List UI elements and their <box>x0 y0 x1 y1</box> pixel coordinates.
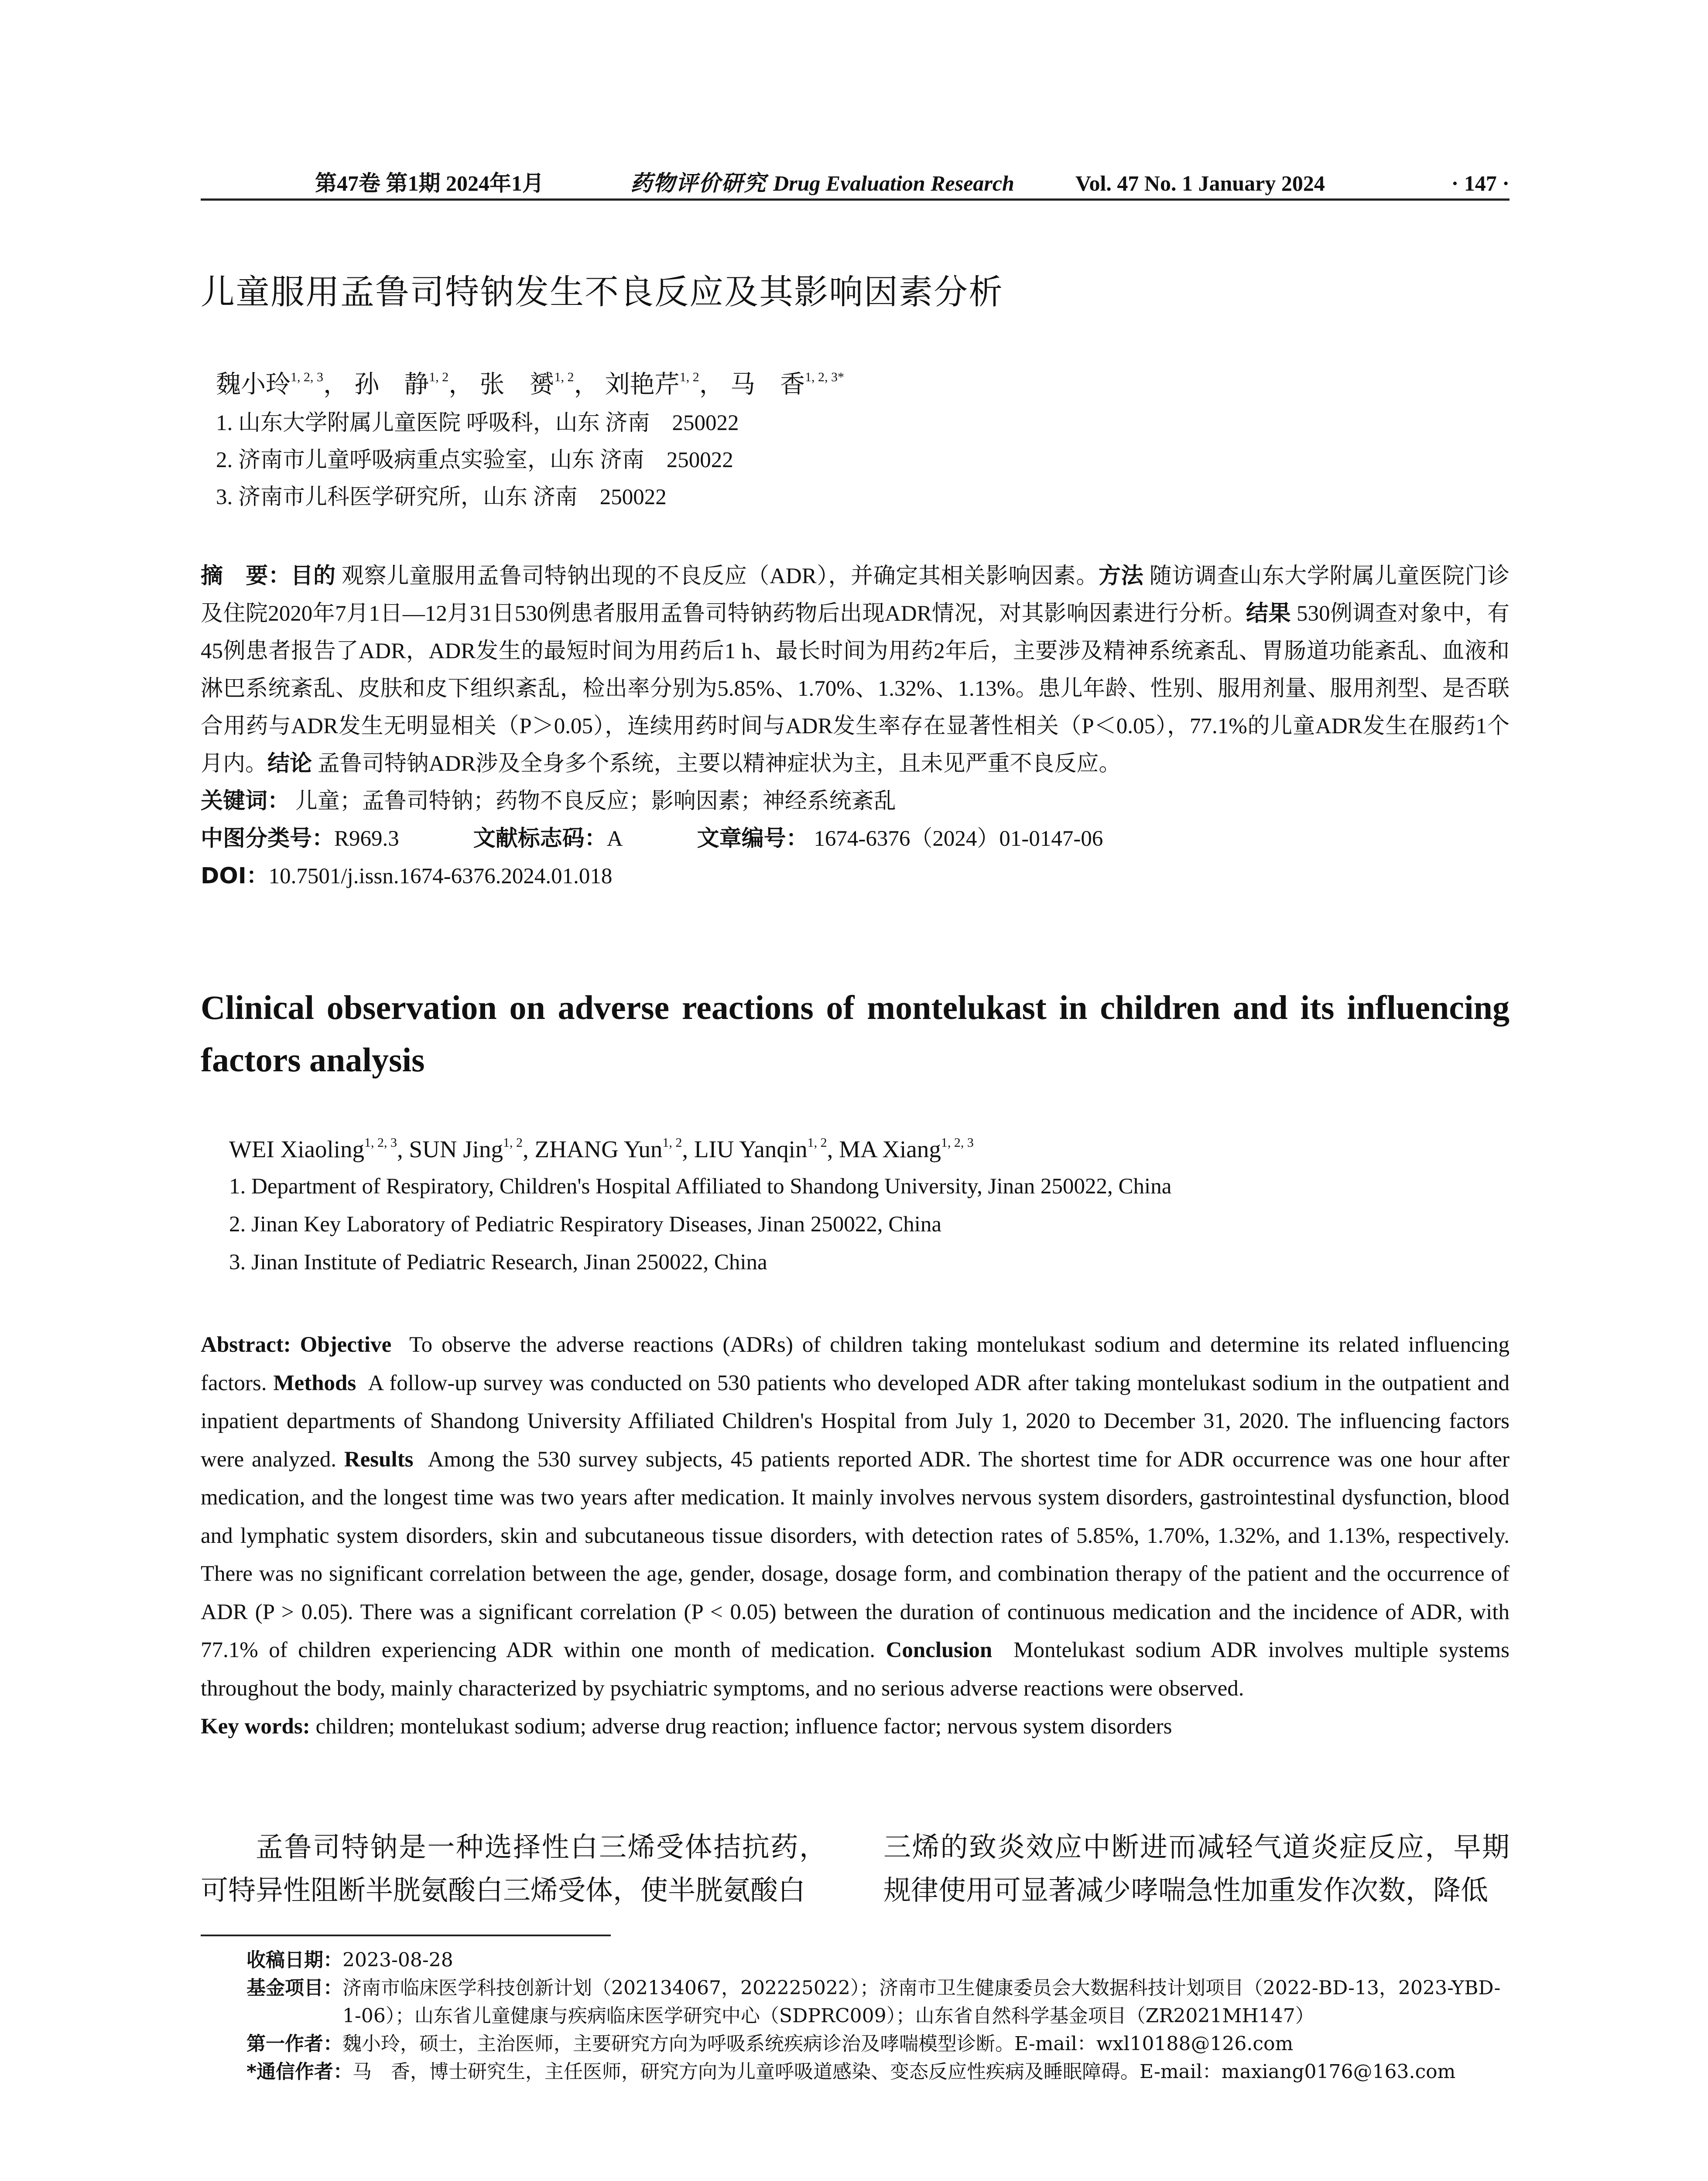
author-affiliation-sup: 1, 2 <box>554 370 574 384</box>
author-separator: ， <box>323 371 348 398</box>
article-number-value: 1674-6376（2024）01-0147-06 <box>814 827 1103 851</box>
conclusion-text: 孟鲁司特钠ADR涉及全身多个系统，主要以精神症状为主，且未见严重不良反应。 <box>317 752 1121 776</box>
methods-label: Methods <box>273 1371 356 1395</box>
author-affiliation-sup: 1, 2 <box>662 1135 682 1150</box>
author-affiliation-sup: 1, 2, 3 <box>941 1135 974 1150</box>
clc-label: 中图分类号： <box>201 826 335 851</box>
article-number-label: 文章编号： <box>697 826 808 851</box>
doc-code-value: A <box>606 827 623 851</box>
footnote-first-author <box>201 2030 1509 2058</box>
keywords-cn <box>201 783 1509 820</box>
author-name: ZHANG Yun <box>534 1136 663 1162</box>
objective-text: To observe the adverse reactions (ADRs) of children taking montelukast sodium and determine its related influencing factors. <box>201 1333 1509 1395</box>
author-name: 刘艳芹 <box>605 371 680 398</box>
objective-label: Objective <box>300 1333 392 1357</box>
body-column-right: 三烯的致炎效应中断进而减轻气道炎症反应，早期规律使用可显著减少哮喘急性加重发作次数，降低 <box>883 1831 1509 1906</box>
doc-code-label: 文献标志码： <box>473 826 607 851</box>
keywords-label: 关键词： <box>201 788 290 814</box>
author-name: SUN Jing <box>409 1136 503 1162</box>
affiliation-en: 2. Jinan Key Laboratory of Pediatric Respiratory Diseases, Jinan 250022, China <box>229 1212 942 1237</box>
conclusion-label: Conclusion <box>886 1638 993 1662</box>
running-header <box>201 168 1509 201</box>
doi-value[interactable]: 10.7501/j.issn.1674-6376.2024.01.018 <box>268 864 613 889</box>
fund-text: 济南市临床医学科技创新计划（202134067，202225022）；济南市卫生健康委员会大数据科技计划项目（2022-BD-13，2023-YBD-1-06）；山东省儿童健康与疾病临床医学研究中心（SDPRC009）；山东省自然科学基金项目（ZR2021MH147） <box>342 1977 1501 2027</box>
objective-label: 目的 <box>291 563 336 589</box>
affiliation-cn: 2. 济南市儿童呼吸病重点实验室，山东 济南 250022 <box>216 448 733 472</box>
authors-cn <box>216 360 1481 402</box>
footnote-divider <box>201 1935 611 1936</box>
author-name: 马 香 <box>730 371 805 398</box>
abstract-cn <box>201 557 1509 895</box>
abstract-en <box>201 1326 1509 1746</box>
received-label: 收稿日期： <box>246 1949 342 1971</box>
results-text: Among the 530 survey subjects, 45 patients reported ADR. The shortest time for ADR occurrence was one hour after medication, and the longest time was two years after medication. It mainly involves nervous system disorders, gastrointestinal dysfunction, blood and lymphatic system disorders, skin and subcutaneous tissue disorders, with detection rates of 5.85%, 1.70%, 1.32%, and 1.13%, respectively. There was no significant correlation between the age, gender, dosage, dosage form, and combination therapy of the patient and the occurrence of ADR (P > 0.05). There was a significant correlation (P < 0.05) between the duration of continuous medication and the incidence of ADR, with 77.1% of children experiencing ADR within one month of medication. <box>201 1447 1509 1662</box>
keywords-text: children; montelukast sodium; adverse drug reaction; influence factor; nervous system disorders <box>315 1714 1172 1739</box>
author-name: 孙 静 <box>354 371 429 398</box>
methods-text: A follow-up survey was conducted on 530 patients who developed ADR after taking montelukast sodium in the outpatient and inpatient departments of Shandong University Affiliated Children's Hospital from July 1, 2020 to December 31, 2020. The influencing factors were analyzed. <box>201 1371 1510 1472</box>
author-affiliation-sup: 1, 2 <box>503 1135 523 1150</box>
results-label: 结果 <box>1246 601 1291 626</box>
header-issue-cn: 第47卷 第1期 2024年1月 <box>315 171 544 195</box>
objective-text: 观察儿童服用孟鲁司特钠出现的不良反应（ADR），并确定其相关影响因素。 <box>342 564 1099 588</box>
classification-line <box>201 820 1509 858</box>
affiliation-cn: 3. 济南市儿科医学研究所，山东 济南 250022 <box>216 485 667 509</box>
footnote-corresponding <box>201 2058 1509 2086</box>
author-affiliation-sup: 1, 2 <box>429 370 449 384</box>
authors-en <box>229 1125 1538 1167</box>
author-separator: , <box>523 1136 535 1162</box>
author-separator: ， <box>699 371 724 398</box>
title-cn: 儿童服用孟鲁司特钠发生不良反应及其影响因素分析 <box>201 273 1004 312</box>
affiliation-en: 1. Department of Respiratory, Children's Hospital Affiliated to Shandong University, Jinan 250022, China <box>229 1174 1172 1199</box>
author-affiliation-sup: 1, 2 <box>679 370 699 384</box>
author-name: 魏小玲 <box>216 371 291 398</box>
keywords-en <box>201 1708 1509 1746</box>
clc-value: R969.3 <box>334 827 399 851</box>
author-name: WEI Xiaoling <box>229 1136 365 1162</box>
footnotes <box>201 1946 1509 2086</box>
author-separator: ， <box>448 371 474 398</box>
author-name: LIU Yanqin <box>694 1136 808 1162</box>
corresponding-text: 马 香，博士研究生，主任医师，研究方向为儿童呼吸道感染、变态反应性疾病及睡眠障碍。E-mail：maxiang0176@163.com <box>353 2061 1456 2083</box>
affiliation-en: 3. Jinan Institute of Pediatric Research, Jinan 250022, China <box>229 1250 767 1275</box>
journal-logo: 药物评价研究 <box>630 171 767 195</box>
footnote-received <box>201 1946 1509 1974</box>
author-affiliation-sup: 1, 2, 3 <box>364 1135 397 1150</box>
author-name: 张 赟 <box>479 371 555 398</box>
author-separator: ， <box>574 371 599 398</box>
received-date: 2023-08-28 <box>342 1949 453 1971</box>
author-affiliation-sup: 1, 2, 3* <box>805 370 844 384</box>
footnote-fund <box>201 1974 1509 2030</box>
author-separator: , <box>397 1136 409 1162</box>
page-number: · 147 · <box>1451 171 1509 195</box>
conclusion-label: 结论 <box>267 751 312 776</box>
keywords-text: 儿童；孟鲁司特钠；药物不良反应；影响因素；神经系统紊乱 <box>295 789 896 814</box>
conclusion-text: Montelukast sodium ADR involves multiple systems throughout the body, mainly characterized by psychiatric symptoms, and no serious adverse reactions were observed. <box>201 1638 1509 1701</box>
results-text: 530例调查对象中，有45例患者报告了ADR，ADR发生的最短时间为用药后1 h、最长时间为用药2年后，主要涉及精神系统紊乱、胃肠道功能紊乱、血液和淋巴系统紊乱、皮肤和皮下组织紊乱，检出率分别为5.85%、1.70%、1.32%、1.13%。患儿年龄、性别、服用剂量、服用剂型、是否联合用药与ADR发生无明显相关（P＞0.05），连续用药时间与ADR发生率存在显著性相关（P＜0.05），77.1%的儿童ADR发生在服药1个月内。 <box>201 602 1509 776</box>
author-name: MA Xiang <box>839 1136 941 1162</box>
results-label: Results <box>344 1447 414 1472</box>
author-affiliation-sup: 1, 2 <box>807 1135 827 1150</box>
title-en: Clinical observation on adverse reactions of montelukast in children and its influencing factors analysis <box>201 988 1509 1079</box>
header-volume-en: Vol. 47 No. 1 January 2024 <box>1075 171 1325 195</box>
doi-line <box>201 858 1509 895</box>
keywords-label: Key words: <box>201 1714 310 1739</box>
first-author-text: 魏小玲，硕士，主治医师，主要研究方向为呼吸系统疾病诊治及哮喘模型诊断。E-mail：wxl10188@126.com <box>342 2033 1294 2055</box>
corresponding-label: *通信作者： <box>246 2061 353 2083</box>
fund-label: 基金项目： <box>246 1977 342 1999</box>
author-separator: , <box>827 1136 839 1162</box>
journal-name-en: Drug Evaluation Research <box>773 171 1014 195</box>
first-author-label: 第一作者： <box>246 2033 342 2055</box>
doi-label: DOI： <box>201 863 269 889</box>
methods-label: 方法 <box>1098 563 1144 589</box>
abstract-label: Abstract: <box>201 1333 291 1357</box>
author-affiliation-sup: 1, 2, 3 <box>291 370 323 384</box>
methods-text: 随访调查山东大学附属儿童医院门诊及住院2020年7月1日—12月31日530例患者服用孟鲁司特钠药物后出现ADR情况，对其影响因素进行分析。 <box>201 564 1509 626</box>
abstract-label: 摘 要： <box>201 563 291 589</box>
body-column-left: 孟鲁司特钠是一种选择性白三烯受体拮抗药，可特异性阻断半胱氨酸白三烯受体，使半胱氨酸白 <box>201 1831 827 1906</box>
author-separator: , <box>682 1136 694 1162</box>
affiliation-cn: 1. 山东大学附属儿童医院 呼吸科，山东 济南 250022 <box>216 411 739 435</box>
